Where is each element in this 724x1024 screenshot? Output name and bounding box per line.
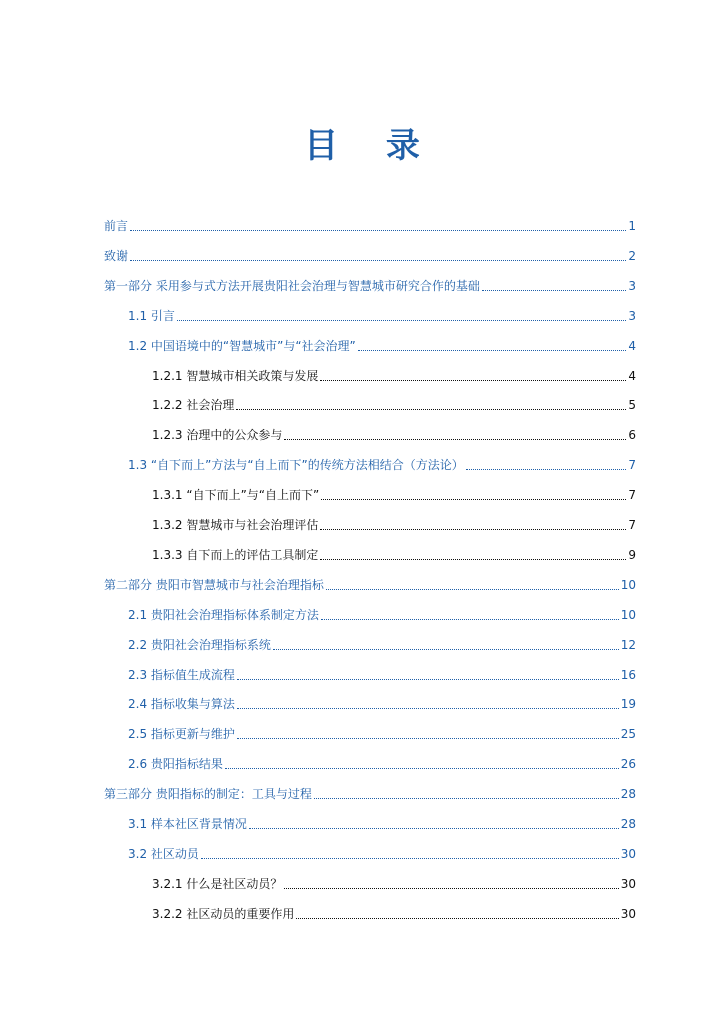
toc-entry[interactable]: [104, 210, 636, 234]
toc-page-number: 2: [628, 248, 636, 263]
toc-dot-leader: [201, 857, 619, 859]
toc-entry[interactable]: [128, 330, 636, 354]
toc-page-number: 7: [628, 518, 636, 532]
toc-entry[interactable]: [128, 718, 636, 742]
toc-page-number: 10: [620, 607, 636, 622]
toc-entry[interactable]: [128, 449, 636, 473]
toc-dot-leader: [130, 229, 626, 231]
toc-dot-leader: [321, 618, 619, 620]
toc-page-number: 1: [628, 219, 636, 233]
toc-entry[interactable]: [128, 599, 636, 623]
toc-entry[interactable]: [104, 778, 636, 802]
toc-dot-leader: [237, 707, 619, 709]
toc-dot-leader: [130, 259, 626, 261]
toc-entry-label: 1.3.3 自下而上的评估工具制定: [152, 547, 319, 562]
toc-entry-label: 2.5 指标更新与维护: [128, 727, 235, 742]
toc-entry-label: 3.2.1 什么是社区动员？: [152, 876, 283, 891]
toc-entry[interactable]: [128, 300, 636, 324]
toc-entry-label: 2.3 指标值生成流程: [128, 667, 235, 682]
toc-page-number: 30: [620, 846, 636, 861]
toc-entry-label: 1.1 引言: [128, 308, 175, 323]
toc-entry-label: 1.3.2 智慧城市与社会治理评估: [152, 518, 319, 532]
toc-dot-leader: [466, 468, 627, 470]
toc-entry[interactable]: [128, 808, 636, 832]
toc-entry[interactable]: [152, 479, 636, 503]
toc-dot-leader: [314, 797, 619, 799]
toc-page-number: 9: [628, 547, 636, 562]
toc-entry[interactable]: [152, 509, 636, 533]
toc-dot-leader: [320, 528, 626, 530]
toc-entry-label: 1.2.3 治理中的公众参与: [152, 428, 283, 443]
toc-page-number: 7: [628, 488, 636, 503]
toc-page-number: 30: [620, 906, 636, 921]
toc-dot-leader: [237, 678, 619, 680]
toc-page-number: 4: [628, 368, 636, 383]
toc-dot-leader: [326, 588, 619, 590]
toc-dot-leader: [296, 917, 618, 919]
toc-page-number: 30: [620, 876, 636, 891]
toc-page-number: 25: [620, 727, 636, 742]
toc-entry-label: 1.3 “自下而上”方法与“自上而下”的传统方法相结合（方法论）: [128, 458, 464, 473]
toc-entry[interactable]: [152, 419, 636, 443]
toc-entry-label: 第一部分 采用参与式方法开展贵阳社会治理与智慧城市研究合作的基础: [104, 278, 480, 293]
toc-entry-label: 3.1 样本社区背景情况: [128, 817, 247, 831]
toc-page-number: 10: [620, 577, 636, 592]
toc-entry[interactable]: [128, 629, 636, 653]
toc-entry-label: 2.6 贵阳指标结果: [128, 757, 223, 772]
toc-page-number: 6: [628, 428, 636, 443]
toc-entry[interactable]: [152, 868, 636, 892]
toc-entry[interactable]: [152, 389, 636, 413]
toc-dot-leader: [236, 408, 626, 410]
toc-page-number: 16: [620, 667, 636, 682]
toc-dot-leader: [284, 887, 618, 889]
toc-page-number: 7: [628, 458, 636, 473]
toc-entry-label: 1.3.1 “自下而上”与“自上而下”: [152, 488, 320, 503]
page-title: 目 录: [304, 126, 438, 166]
toc-entry[interactable]: [152, 539, 636, 563]
toc-entry[interactable]: [104, 569, 636, 593]
toc-entry-label: 2.2 贵阳社会治理指标系统: [128, 637, 271, 652]
toc-dot-leader: [482, 289, 627, 291]
toc-entry-label: 1.2 中国语境中的“智慧城市”与“社会治理”: [128, 338, 356, 353]
toc-entry[interactable]: [128, 688, 636, 712]
toc-entry-label: 第三部分 贵阳指标的制定：工具与过程: [104, 787, 312, 802]
toc-page-number: 3: [628, 278, 636, 293]
toc-page-number: 19: [620, 697, 636, 712]
toc-entry[interactable]: [152, 898, 636, 922]
toc-page-number: 28: [620, 787, 636, 802]
toc-entry-label: 致谢: [104, 248, 129, 263]
toc-dot-leader: [177, 319, 626, 321]
toc-page-number: 4: [628, 338, 636, 353]
toc-page-number: 28: [620, 817, 636, 831]
toc-entry[interactable]: [128, 838, 636, 862]
toc-page-number: 3: [628, 308, 636, 323]
toc-dot-leader: [321, 498, 626, 500]
toc-dot-leader: [249, 827, 619, 829]
toc-dot-leader: [225, 767, 619, 769]
toc-dot-leader: [320, 379, 626, 381]
toc-dot-leader: [284, 438, 626, 440]
toc-entry-label: 1.2.1 智慧城市相关政策与发展: [152, 368, 319, 383]
toc-entry-label: 3.2 社区动员: [128, 846, 199, 861]
toc-entry[interactable]: [152, 360, 636, 384]
toc-page-number: 12: [620, 637, 636, 652]
toc-page-number: 26: [620, 757, 636, 772]
toc-dot-leader: [237, 737, 619, 739]
toc-entry-label: 第二部分 贵阳市智慧城市与社会治理指标: [104, 577, 324, 592]
toc-entry[interactable]: [128, 748, 636, 772]
toc-entry[interactable]: [128, 659, 636, 683]
toc-page-number: 5: [628, 398, 636, 413]
toc-dot-leader: [273, 648, 619, 650]
toc-entry-label: 1.2.2 社会治理: [152, 398, 235, 413]
toc-dot-leader: [358, 349, 627, 351]
toc-dot-leader: [320, 558, 626, 560]
toc-entry-label: 3.2.2 社区动员的重要作用: [152, 906, 295, 921]
toc-entry-label: 2.4 指标收集与算法: [128, 697, 235, 712]
toc-entry-label: 2.1 贵阳社会治理指标体系制定方法: [128, 607, 319, 622]
toc-entry[interactable]: [104, 240, 636, 264]
toc-entry-label: 前言: [104, 219, 129, 233]
toc-entry[interactable]: [104, 270, 636, 294]
